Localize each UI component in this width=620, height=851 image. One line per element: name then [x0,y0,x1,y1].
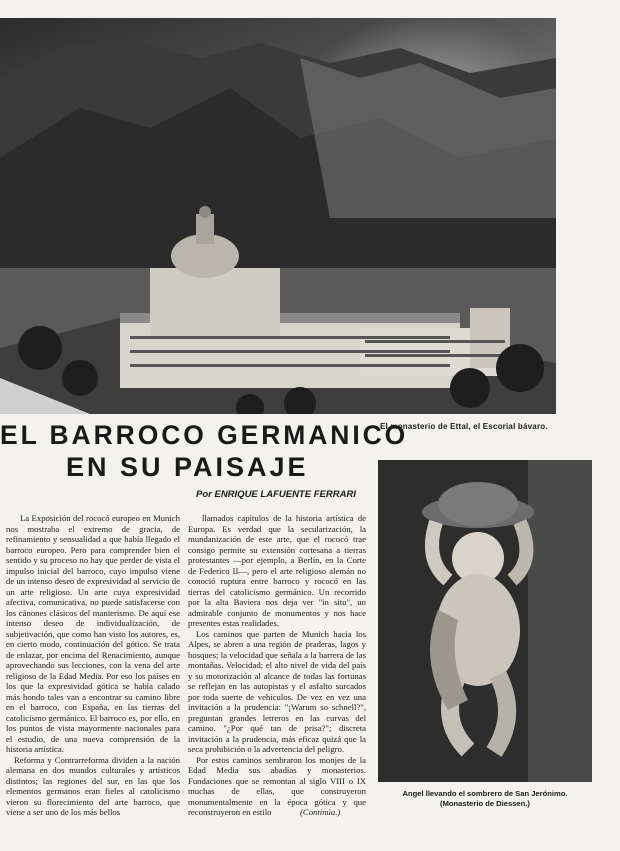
col2-paragraph-3: Por estos caminos sembraron los monjes de la Edad Media sus abadías y monasterios. Fundaciones que se remontan al siglo VIII o IX muchas de ellas, que construyeron monumentalmente en la época gótica y que reconstruyeron en estilo [188,754,366,817]
angel-photo-caption [378,789,592,809]
author-name: ENRIQUE LAFUENTE FERRARI [214,489,356,500]
col2-paragraph-1: llamados capítulos de la historia artística de Europa. Es verdad que la secularización, la mundanización de este arte, que el rococó trae consigo permite su extensión cortesana a tierras protestantes —por ejemplo, a Berlín, en la Corte de Federico II—, pero el arte religioso alemán no conoció ruptura entre barroco y rococó en las tierras del catolicismo germánico. Un recorrido por la alta Baviera nos deja ver "in situ", un admirable conjunto de monumentos y nos hace presentes estas realidades. [188,513,366,628]
article-column-2 [188,513,366,817]
byline-prefix: Por [196,489,212,500]
article-column-1 [6,513,180,823]
angel-caption-line-1: Angel llevando el sombrero de San Jerónimo. [402,789,568,798]
monastery-photo-caption: El monasterio de Ettal, el Escorial bávaro. [380,422,548,431]
col1-paragraph-2: Reforma y Contrarreforma dividen a la nación alemana en dos mundos culturales y artísticos distintos; las regiones del sur, en las que los elementos germanos eran fieles al catolicismo vieron su florecimiento del arte barroco, que viene a ser uno de los más bellos [6,754,180,817]
monastery-photo-drawing [0,18,556,414]
byline [196,489,372,500]
col1-paragraph-1: La Exposición del rococó europeo en Munich nos mostraba el extremo de gracia, de refinamiento y sensualidad a que había llegado el barroco europeo. Pero para comprender bien el sentido y su proceso no hay que perder de vista el impulso inicial del barroco, cuyo impulso viene de un intenso deseo de expresividad al servicio de un arte religioso. Un arte cuya expresividad afectiva, comunicativa, no puede satisfacerse con los cánones clásicos del manierismo. De aquí ese intenso deseo de individualización, de subjetivación, que como han visto los autores, es, en cierto modo, continuación del gótico. Se trata de enlazar, por encima del Renacimiento, aunque aprovechando sus lecciones, con la vena del arte religioso de la Edad Media. Por eso los países en los que la expresividad gótica se había calado más hondo tales van a encontrar su camino libre en el barroco, con España, en las tierras del catolicismo germánico. El barroco es, por ello, en los puntos de vista mayormente nacionales para el estudio, de una nueva comprensión de la historia artística. [6,513,180,754]
angel-caption-line-2: (Monasterio de Diessen.) [440,799,530,808]
headline-line-2: EN SU PAISAJE [66,452,309,482]
angel-statue-drawing [378,460,592,782]
monastery-photo [0,18,556,414]
angel-statue-photo [378,460,592,782]
headline-line-1: EL BARROCO GERMANICO [0,420,409,450]
continued-note: (Continúa.) [300,807,341,817]
col2-paragraph-2: Los caminos que parten de Munich hacia los Alpes, se abren a una región de praderas, lagos y bosques; la velocidad que señala a la barrera de las montañas. Velocidad; el alto nivel de vida del país y su motorización al alcance de todas las fortunas se reflejan en las autopistas y el asfalto surcados por toda suerte de vehículos. De vez en vez una invitación a la prudencia: "¡Warum so schnell?", preguntan grandes letreros en las curvas del camino. "¿Por qué tan de prisa?"; discreta invitación a la prudencia, más eficaz quizá que la seca prohibición o la advertencia del peligro. [188,628,366,754]
